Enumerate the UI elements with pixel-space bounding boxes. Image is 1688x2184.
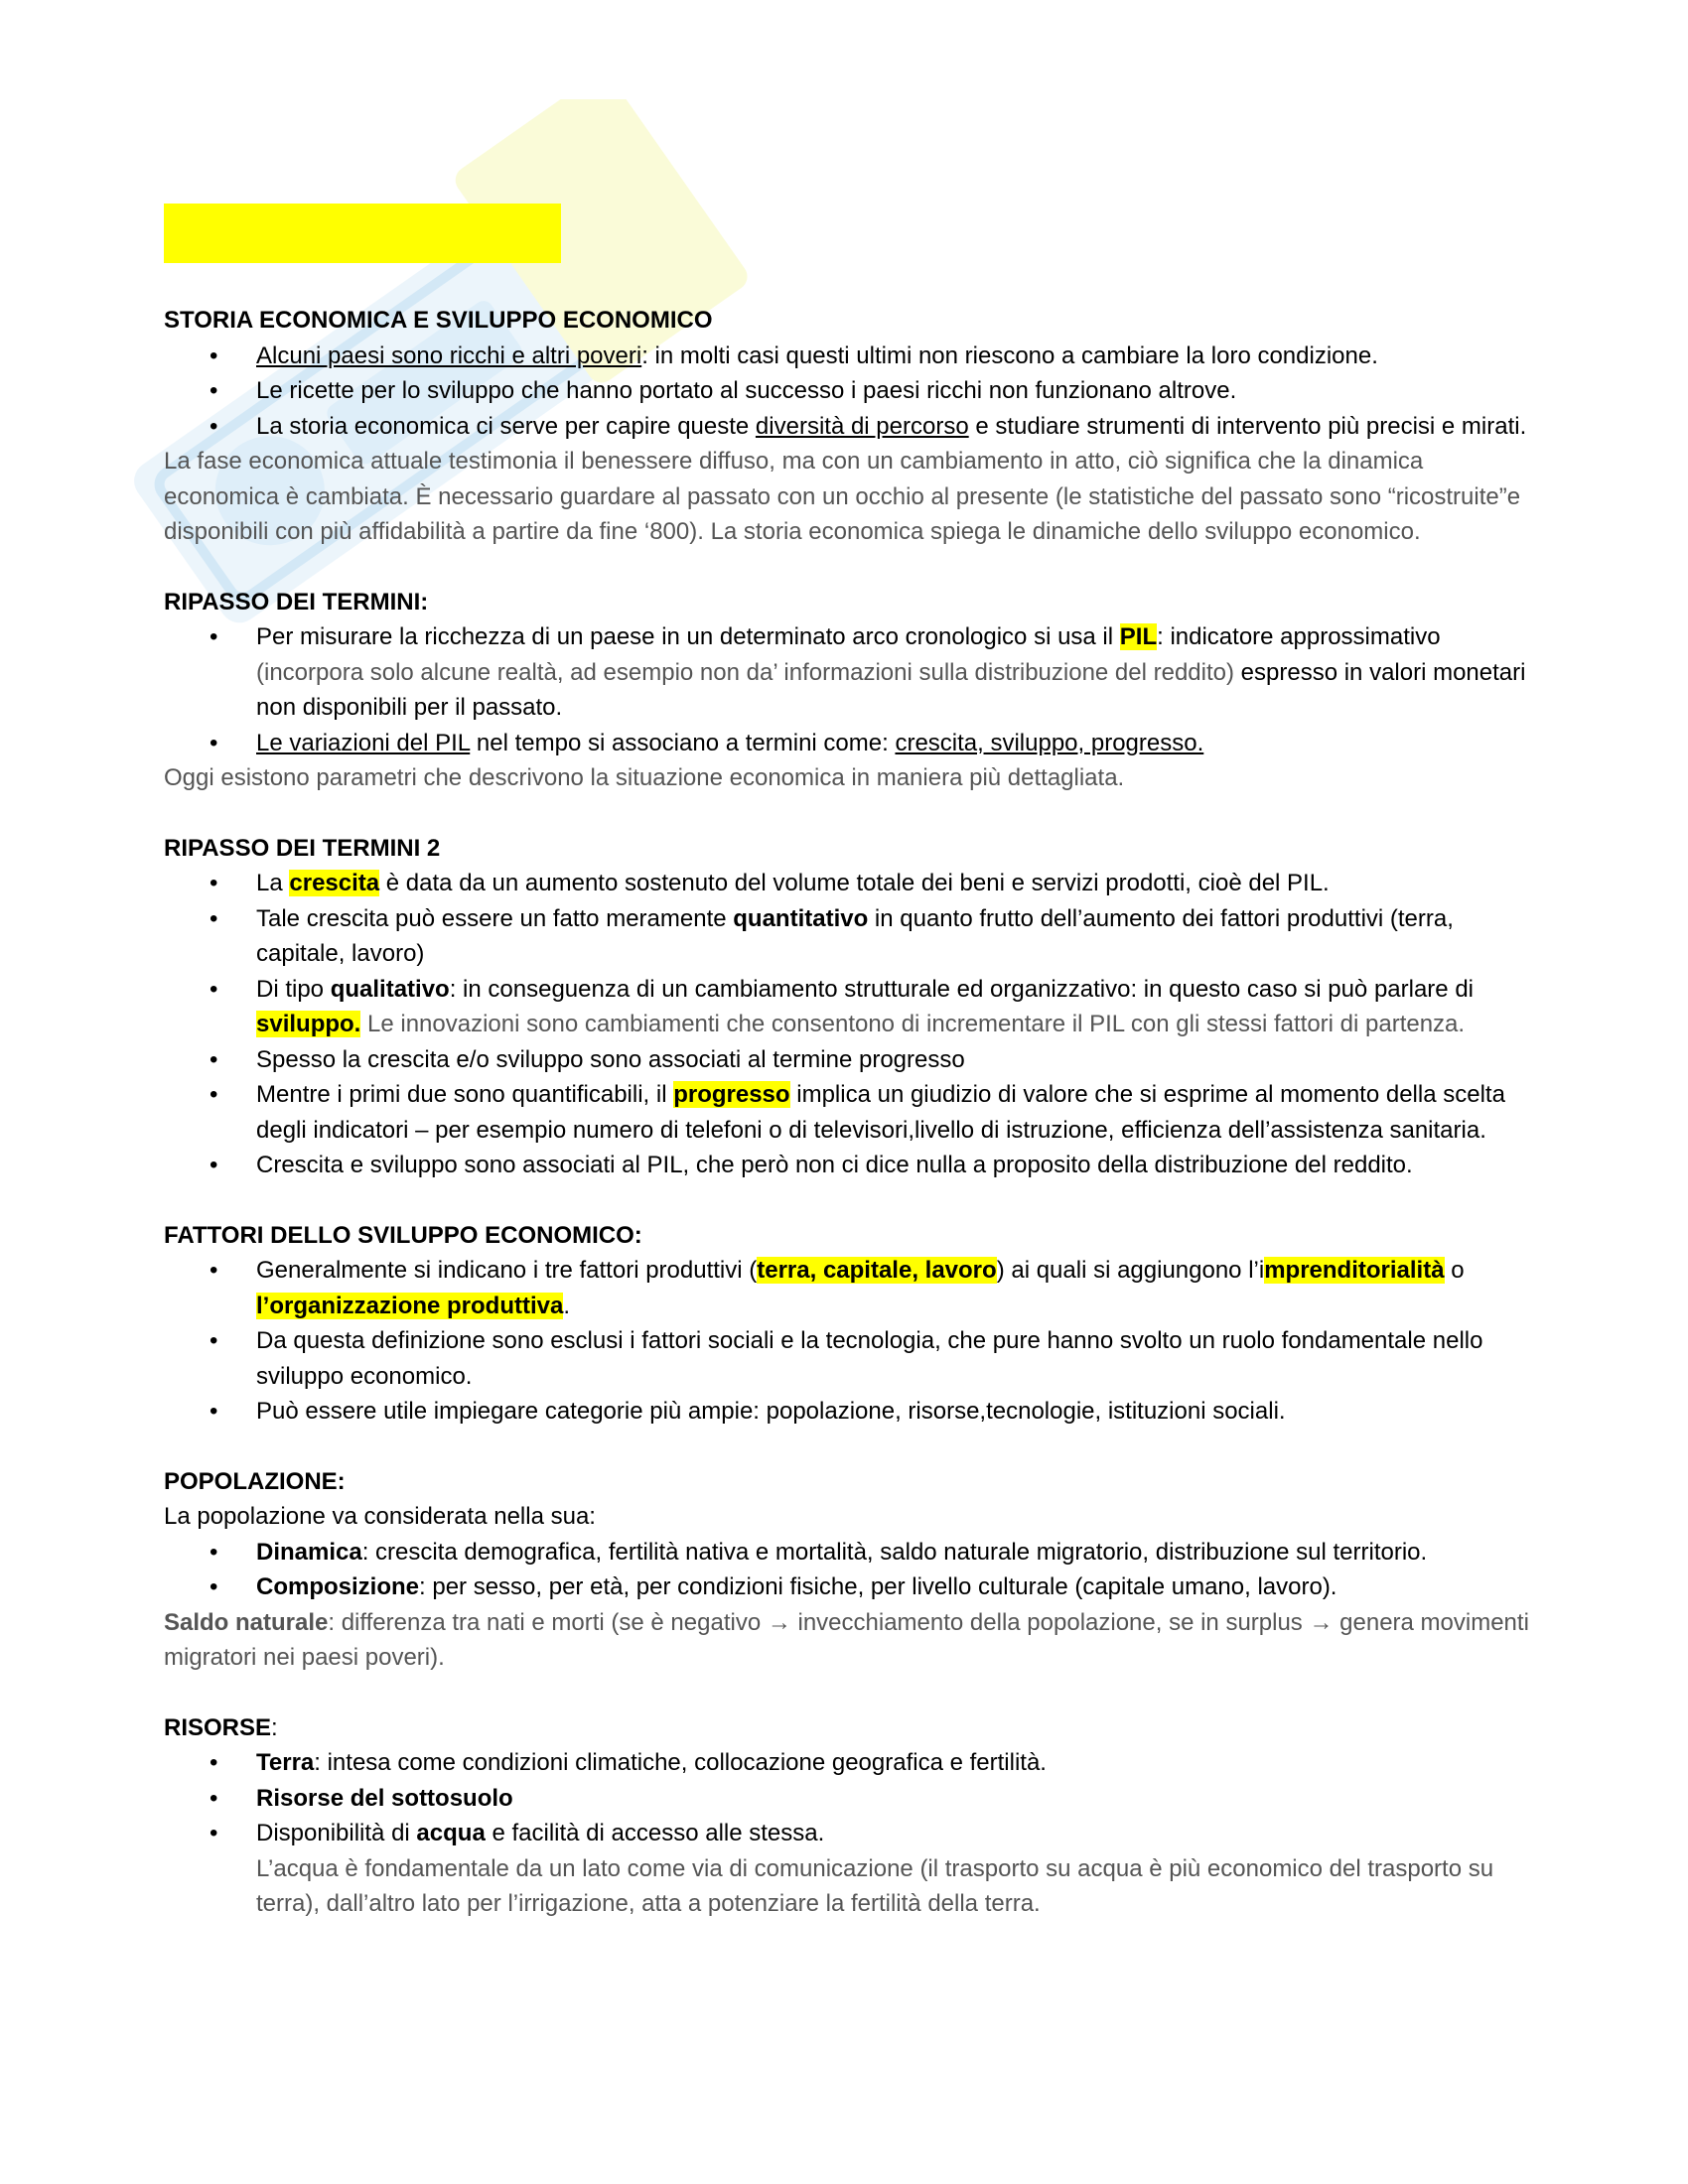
highlighted-term: progresso bbox=[673, 1081, 790, 1108]
section-fattori-sviluppo bbox=[164, 1218, 1534, 1430]
text: Crescita e sviluppo sono associati al PIL, che però non ci dice nulla a proposito della distribuzione del reddito. bbox=[256, 1152, 1413, 1178]
section-heading: FATTORI DELLO SVILUPPO ECONOMICO: bbox=[164, 1221, 642, 1249]
text: è data da un aumento sostenuto del volume totale dei beni e servizi prodotti, cioè del PIL. bbox=[379, 870, 1330, 896]
text: nel tempo si associano a termini come: bbox=[470, 729, 896, 756]
list-item bbox=[164, 972, 1534, 1042]
section-risorse bbox=[164, 1710, 1534, 1922]
section-ripasso-termini-2 bbox=[164, 831, 1534, 1183]
text: o bbox=[1444, 1257, 1465, 1284]
bold-term: quantitativo bbox=[733, 904, 869, 932]
list-item bbox=[164, 1323, 1534, 1394]
text: Può essere utile impiegare categorie più ampie: popolazione, risorse,tecnologie, istituzioni sociali. bbox=[256, 1398, 1286, 1425]
list-item bbox=[164, 339, 1534, 374]
list-item bbox=[164, 1570, 1534, 1605]
list-item bbox=[164, 373, 1534, 409]
text: : intesa come condizioni climatiche, collocazione geografica e fertilità. bbox=[314, 1749, 1047, 1776]
list-item bbox=[164, 1781, 1534, 1817]
text: espresso in valori monetari non disponibili per il passato. bbox=[256, 658, 1526, 721]
text: La storia economica ci serve per capire queste bbox=[256, 412, 756, 440]
section-ripasso-termini bbox=[164, 585, 1534, 796]
text: Mentre i primi due sono quantificabili, il bbox=[256, 1081, 674, 1108]
list-item bbox=[164, 619, 1534, 726]
list-item bbox=[164, 1148, 1534, 1183]
text: : bbox=[271, 1713, 278, 1741]
text: La bbox=[256, 870, 290, 896]
section-heading: RIPASSO DEI TERMINI 2 bbox=[164, 834, 441, 862]
list-item bbox=[164, 1535, 1534, 1570]
text: : in conseguenza di un cambiamento strutturale ed organizzativo: in questo caso si può parlare di bbox=[449, 975, 1474, 1003]
list-item bbox=[164, 1077, 1534, 1148]
section-heading: POPOLAZIONE: bbox=[164, 1467, 346, 1495]
bold-term: Saldo naturale bbox=[164, 1608, 329, 1636]
section-heading: STORIA ECONOMICA E SVILUPPO ECONOMICO bbox=[164, 307, 713, 334]
text: : per sesso, per età, per condizioni fisiche, per livello culturale (capitale umano, lavoro). bbox=[419, 1573, 1337, 1600]
heading-text: RISORSE bbox=[164, 1713, 272, 1741]
text: Spesso la crescita e/o sviluppo sono associati al termine progresso bbox=[256, 1045, 965, 1073]
text: Generalmente si indicano i tre fattori produttivi ( bbox=[256, 1257, 758, 1284]
list-item bbox=[164, 1745, 1534, 1781]
paragraph bbox=[164, 1605, 1534, 1676]
bullet-list bbox=[164, 1253, 1534, 1430]
bullet-list bbox=[164, 1745, 1534, 1922]
text: . bbox=[563, 1292, 571, 1319]
paragraph: La popolazione va considerata nella sua: bbox=[164, 1503, 596, 1530]
highlighted-term: mprenditorialità bbox=[1264, 1257, 1445, 1284]
underlined-text: Alcuni paesi sono ricchi e altri poveri bbox=[256, 341, 642, 369]
list-item bbox=[164, 409, 1534, 445]
bullet-list bbox=[164, 1535, 1534, 1605]
gray-text: Le innovazioni sono cambiamenti che consentono di incrementare il PIL con gli stessi fattori di partenza. bbox=[360, 1011, 1466, 1037]
bold-term: qualitativo bbox=[330, 975, 450, 1003]
text: Di tipo bbox=[256, 975, 331, 1003]
text: : indicatore approssimativo bbox=[1157, 623, 1441, 650]
gray-text: L’acqua è fondamentale da un lato come via di comunicazione (il trasporto su acqua è più economico del trasporto su terra), dall’altro lato per l’irrigazione, atta a potenziare la fertilità della terra. bbox=[256, 1854, 1494, 1917]
highlighted-term: l’organizzazione produttiva bbox=[256, 1292, 564, 1319]
section-heading: RIPASSO DEI TERMINI: bbox=[164, 588, 429, 615]
list-item bbox=[164, 1042, 1534, 1078]
text: e studiare strumenti di intervento più precisi e mirati. bbox=[968, 412, 1527, 440]
list-item bbox=[164, 901, 1534, 972]
underlined-text: crescita, sviluppo, progresso. bbox=[895, 729, 1204, 756]
bold-term: Composizione bbox=[256, 1573, 420, 1600]
text: Tale crescita può essere un fatto meramente bbox=[256, 904, 734, 932]
highlighted-term: terra, capitale, lavoro bbox=[757, 1257, 997, 1284]
text: Per misurare la ricchezza di un paese in un determinato arco cronologico si usa il bbox=[256, 623, 1120, 650]
text: : differenza tra nati e morti (se è negativo → invecchiamento della popolazione, se in surplus → genera movimenti migratori nei paesi poveri). bbox=[164, 1608, 1529, 1671]
bullet-list bbox=[164, 866, 1534, 1183]
gray-text: (incorpora solo alcune realtà, ad esempio non da’ informazioni sulla distribuzione del reddito) bbox=[256, 658, 1234, 686]
text: e facilità di accesso alle stessa. bbox=[485, 1820, 825, 1846]
text: implica un giudizio di valore che si esprime al momento della scelta degli indicatori – per esempio numero di telefoni o di televisori,livello di istruzione, efficienza dell’assistenza sanitaria. bbox=[256, 1081, 1505, 1144]
section-storia-economica bbox=[164, 303, 1534, 550]
section-popolazione bbox=[164, 1464, 1534, 1676]
list-item bbox=[164, 726, 1534, 761]
underlined-text: diversità di percorso bbox=[755, 412, 969, 440]
list-item bbox=[164, 1394, 1534, 1430]
underlined-text: Le variazioni del PIL bbox=[256, 729, 471, 756]
text: : in molti casi questi ultimi non riescono a cambiare la loro condizione. bbox=[641, 341, 1378, 369]
text: ) ai quali si aggiungono l’i bbox=[996, 1257, 1265, 1284]
bold-term: Dinamica bbox=[256, 1538, 362, 1566]
bold-term: Terra bbox=[256, 1749, 315, 1776]
list-item bbox=[164, 866, 1534, 901]
text: Le ricette per lo sviluppo che hanno portato al successo i paesi ricchi non funzionano altrove. bbox=[256, 377, 1237, 404]
paragraph: Oggi esistono parametri che descrivono la situazione economica in maniera più dettagliata. bbox=[164, 764, 1125, 791]
bold-term: acqua bbox=[416, 1820, 486, 1846]
list-item bbox=[164, 1253, 1534, 1323]
list-item bbox=[164, 1816, 1534, 1922]
highlighted-term: PIL bbox=[1119, 623, 1158, 650]
highlighted-term: sviluppo. bbox=[256, 1011, 361, 1037]
text: in quanto frutto dell’aumento dei fattori produttivi (terra, capitale, lavoro) bbox=[256, 904, 1454, 967]
text: : crescita demografica, fertilità nativa e mortalità, saldo naturale migratorio, distribuzione sul territorio. bbox=[361, 1538, 1428, 1566]
highlighted-term: crescita bbox=[289, 870, 380, 896]
document-body bbox=[164, 303, 1534, 1922]
text: Disponibilità di bbox=[256, 1820, 417, 1846]
section-heading bbox=[164, 1710, 1534, 1746]
bullet-list bbox=[164, 339, 1534, 445]
bold-term: Risorse del sottosuolo bbox=[256, 1784, 513, 1812]
paragraph: La fase economica attuale testimonia il benessere diffuso, ma con un cambiamento in atto, ciò significa che la dinamica economica è cambiata. È necessario guardare al passato con un occhio al presente (le statistiche del passato sono “ricostruite”e disponibili con più affidabilità a partire da fine ‘800). La storia economica spiega le dinamiche dello sviluppo economico. bbox=[164, 448, 1521, 545]
title-highlight-block bbox=[164, 204, 561, 263]
text: Da questa definizione sono esclusi i fattori sociali e la tecnologia, che pure hanno svolto un ruolo fondamentale nello sviluppo economico. bbox=[256, 1327, 1483, 1390]
bullet-list bbox=[164, 619, 1534, 760]
